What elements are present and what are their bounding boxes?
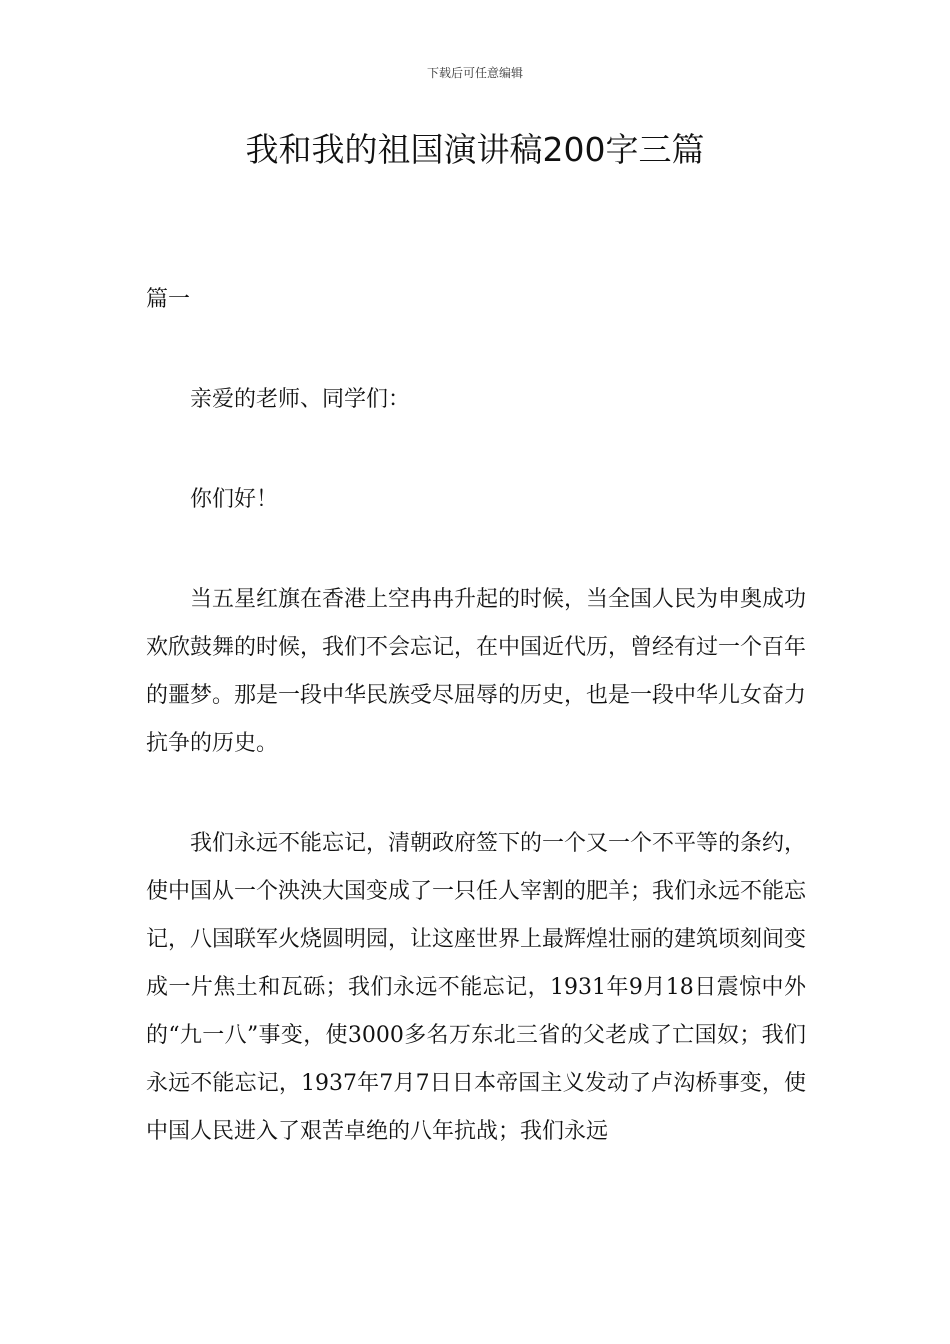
section-label: 篇一 — [146, 287, 191, 312]
paragraph-body-2: 我们永远不能忘记，清朝政府签下的一个又一个不平等的条约，使中国从一个泱泱大国变成了一只任人宰割的肥羊；我们永远不能忘记，八国联军火烧圆明园，让这座世界上最辉煌壮丽的建筑顷刻间变成一片焦土和瓦砾；我们永远不能忘记，1931年9月18日震惊中外的“九一八”事变，使3000多名万东北三省的父老成了亡国奴；我们永远不能忘记，1937年7月7日日本帝国主义发动了卢沟桥事变，使中国人民进入了艰苦卓绝的八年抗战；我们永远 — [146, 831, 807, 1144]
paragraph-body-1: 当五星红旗在香港上空冉冉升起的时候，当全国人民为申奥成功欢欣鼓舞的时候，我们不会忘记，在中国近代历，曾经有过一个百年的噩梦。那是一段中华民族受尽屈辱的历史，也是一段中华儿女奋力抗争的历史。 — [146, 587, 807, 756]
paragraph-greeting: 亲爱的老师、同学们： — [190, 387, 411, 412]
header-note: 下载后可任意编辑 — [426, 66, 523, 80]
document-title: 我和我的祖国演讲稿200字三篇 — [245, 130, 705, 169]
paragraph-hello: 你们好！ — [190, 487, 279, 512]
